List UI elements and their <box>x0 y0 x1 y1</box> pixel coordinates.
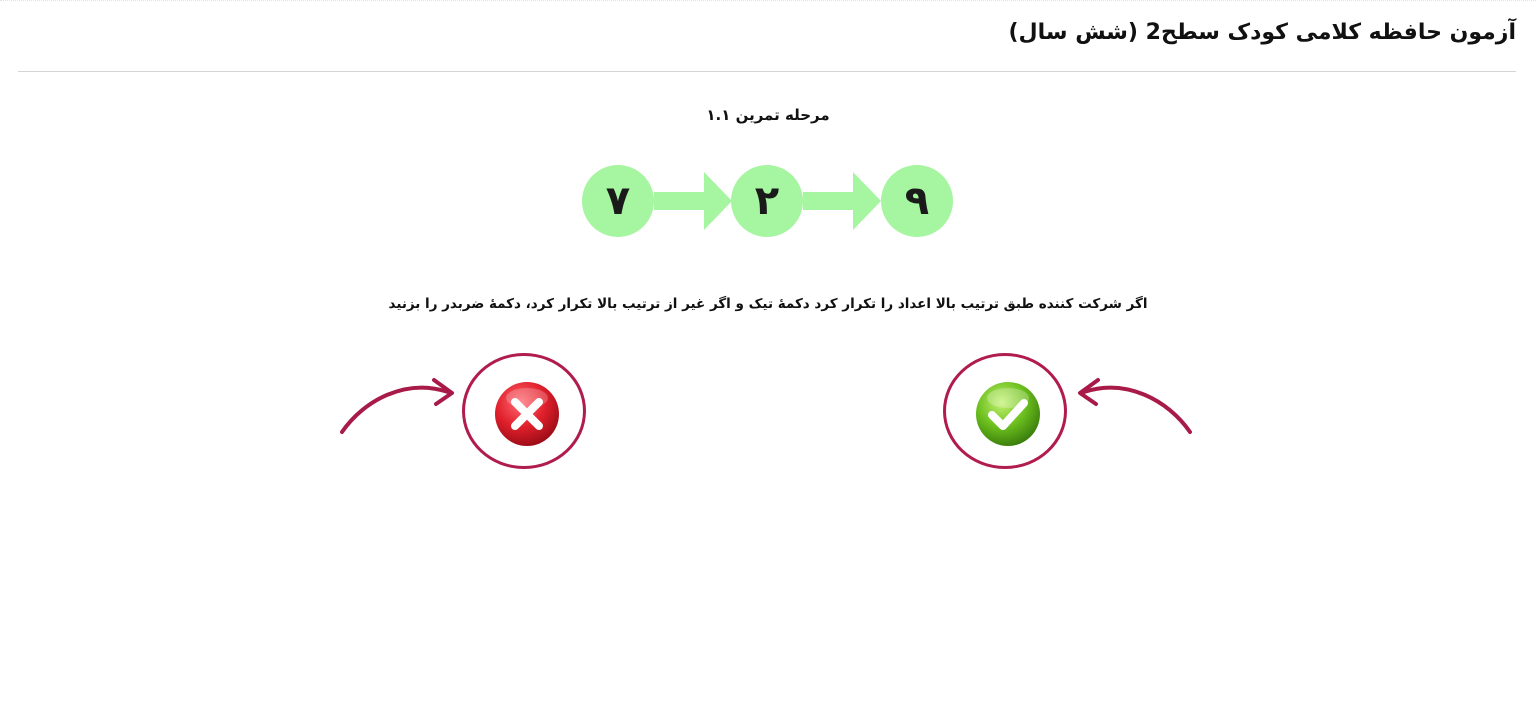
correct-button[interactable] <box>943 353 1067 469</box>
wrong-button[interactable] <box>462 353 586 469</box>
curved-arrow-icon <box>1068 370 1198 440</box>
digit-sequence <box>578 163 958 241</box>
stage-label: مرحله تمرین ۱.۱ <box>706 106 830 124</box>
curved-arrow-icon <box>336 370 466 440</box>
header-divider <box>18 71 1516 72</box>
top-border <box>0 0 1536 3</box>
right-arrow-icon <box>803 170 881 232</box>
instruction-text: اگر شرکت کننده طبق ترتیب بالا اعداد را تکرار کرد دکمۀ تیک و اگر غیر از ترتیب بالا تکرار کرد، دکمۀ ضربدر را بزنید <box>388 296 1148 312</box>
page-title: آزمون حافظه کلامی کودک سطح2 (شش سال) <box>1008 20 1516 45</box>
digit-circle: ۹ <box>881 165 953 237</box>
digit-circle: ۷ <box>582 165 654 237</box>
digit-circle: ۲ <box>731 165 803 237</box>
check-icon <box>975 381 1041 447</box>
x-icon <box>494 381 560 447</box>
right-arrow-icon <box>654 170 732 232</box>
